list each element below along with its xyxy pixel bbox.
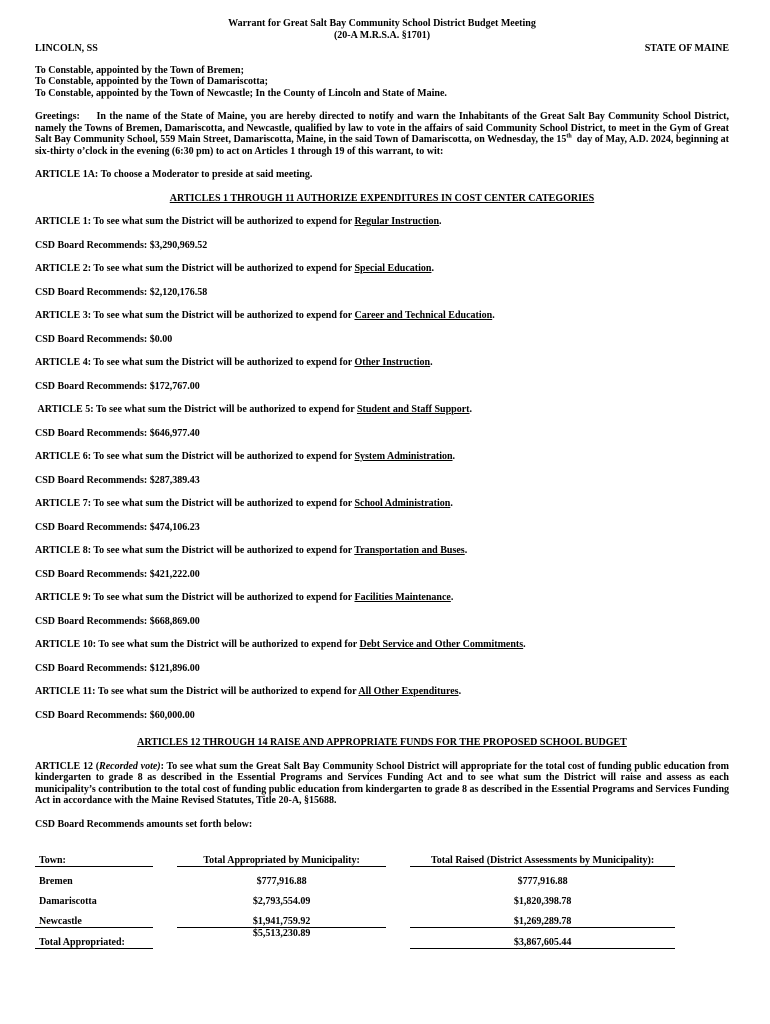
cost-center-category: All Other Expenditures	[358, 686, 459, 697]
cost-center-category: Regular Instruction	[354, 216, 440, 227]
articles-list	[35, 216, 729, 721]
cost-center-category: School Administration	[354, 498, 451, 509]
article-12	[35, 761, 729, 807]
article-text: ARTICLE 4: To see what sum the District will be authorized to expend for	[35, 357, 355, 368]
amounts-intro: CSD Board Recommends amounts set forth below:	[35, 818, 253, 830]
town-name: Damariscotta	[39, 895, 97, 907]
table-row	[35, 907, 675, 928]
ordinal-suffix: th	[566, 133, 572, 140]
article-text: ARTICLE 1: To see what sum the District will be authorized to expend for	[35, 216, 355, 227]
article-text: ARTICLE 11: To see what sum the District will be authorized to expend for	[35, 686, 359, 697]
article-1: ARTICLE 1: To see what sum the District will be authorized to expend for Regular Instruction.	[35, 216, 442, 227]
raised-value: $1,820,398.78	[513, 895, 572, 907]
article-1a: ARTICLE 1A: To choose a Moderator to preside at said meeting.	[35, 169, 313, 180]
article-text: ARTICLE 2: To see what sum the District will be authorized to expend for	[35, 263, 355, 274]
article-text: ARTICLE 5: To see what sum the District will be authorized to expend for	[35, 404, 357, 415]
board-recommendation: CSD Board Recommends: $474,106.23	[35, 521, 200, 533]
cost-center-category: System Administration	[354, 451, 453, 462]
article-text: ARTICLE 8: To see what sum the District will be authorized to expend for	[35, 545, 355, 556]
board-recommendation: CSD Board Recommends: $121,896.00	[35, 662, 200, 674]
article-text: ARTICLE 10: To see what sum the District will be authorized to expend for	[35, 639, 360, 650]
article-12-lead: ARTICLE 12 (	[35, 760, 100, 772]
cost-center-category: Student and Staff Support	[356, 404, 470, 415]
jurisdiction-row	[35, 43, 729, 55]
article-3: ARTICLE 3: To see what sum the District will be authorized to expend for Career and Technical Education.	[35, 310, 495, 321]
constable-line: To Constable, appointed by the Town of Damariscotta;	[35, 76, 268, 87]
board-recommendation: CSD Board Recommends: $60,000.00	[35, 709, 195, 721]
article-12-body: : To see what sum the Great Salt Bay Community School District will appropriate for the total cost of funding public education from kindergarten to grade 8 as described in the Essential Programs and Services Funding Act and to see what sum the District will raise and assess as each municipality’s contribution to the total cost of funding public education from kindergarten to grade 8 as described in the Essential Programs and Services Funding Act in accordance with the Maine Revised Statutes, Title 20-A, §15688.	[35, 760, 730, 806]
state-label: STATE OF MAINE	[644, 43, 729, 54]
cost-center-category: Career and Technical Education	[354, 310, 493, 321]
total-label: Total Appropriated:	[35, 928, 153, 949]
board-recommendation: CSD Board Recommends: $2,120,176.58	[35, 286, 208, 298]
constable-line: To Constable, appointed by the Town of Bremen;	[35, 64, 244, 76]
header-raised: Total Raised (District Assessments by Municipality):	[410, 844, 675, 867]
appropriated-value: $2,793,554.09	[252, 895, 311, 907]
table-row	[35, 867, 675, 888]
cost-center-category: Debt Service and Other Commitments	[359, 639, 524, 650]
table-total-row	[35, 928, 675, 949]
board-recommendation: CSD Board Recommends: $287,389.43	[35, 474, 200, 486]
constable-list	[35, 65, 729, 100]
article-8: ARTICLE 8: To see what sum the District will be authorized to expend for Transportation and Buses.	[35, 545, 468, 556]
cost-center-category: Other Instruction	[354, 357, 431, 368]
article-6: ARTICLE 6: To see what sum the District will be authorized to expend for System Administration.	[35, 451, 456, 462]
header-town: Town:	[35, 844, 153, 867]
greetings-text: Greetings: In the name of the State of Maine, you are hereby directed to notify and warn the Inhabitants of the Great Salt Bay Community School District, namely the Towns of Bremen, Damariscotta, and Newcastle, qualified by law to vote in the affairs of said Community School District, to meet in the Gym of Great Salt Bay Community School, 559 Main Street, Damariscotta, Maine, in the said Town of Damariscotta, on Wednesday, the 15	[35, 111, 732, 145]
article-text: ARTICLE 3: To see what sum the District will be authorized to expend for	[35, 310, 355, 321]
table-row	[35, 887, 675, 907]
article-4: ARTICLE 4: To see what sum the District will be authorized to expend for Other Instruction.	[35, 357, 433, 368]
header-appropriated: Total Appropriated by Municipality:	[177, 844, 386, 867]
board-recommendation: CSD Board Recommends: $0.00	[35, 333, 173, 345]
raised-value: $1,269,289.78	[410, 907, 675, 928]
article-7: ARTICLE 7: To see what sum the District will be authorized to expend for School Administration.	[35, 498, 453, 509]
town-name: Bremen	[39, 875, 73, 887]
warrant-document	[35, 18, 732, 949]
article-text: ARTICLE 7: To see what sum the District will be authorized to expend for	[35, 498, 355, 509]
greetings-paragraph	[35, 111, 732, 157]
total-raised: $3,867,605.44	[410, 928, 675, 949]
article-12-recorded-vote: Recorded vote)	[99, 760, 161, 772]
board-recommendation: CSD Board Recommends: $3,290,969.52	[35, 239, 208, 251]
board-recommendation: CSD Board Recommends: $668,869.00	[35, 615, 200, 627]
document-subtitle: (20-A M.R.S.A. §1701)	[333, 29, 431, 41]
table-header-row	[35, 844, 675, 867]
cost-center-category: Special Education	[354, 263, 432, 274]
article-10: ARTICLE 10: To see what sum the District will be authorized to expend for Debt Service and Other Commitments.	[35, 639, 526, 650]
greetings-text-end: day of May, A.D. 2024, beginning at six-thirty o’clock in the evening (6:30 pm) to act on Articles 1 through 19 of this warrant, to wit:	[35, 134, 732, 157]
raised-value: $777,916.88	[517, 875, 568, 887]
section-heading-appropriations: ARTICLES 12 THROUGH 14 RAISE AND APPROPRIATE FUNDS FOR THE PROPOSED SCHOOL BUDGET	[137, 737, 627, 748]
appropriation-table	[35, 844, 675, 949]
board-recommendation: CSD Board Recommends: $421,222.00	[35, 568, 200, 580]
county-label: LINCOLN, SS	[35, 43, 98, 54]
total-appropriated: $5,513,230.89	[252, 928, 311, 939]
appropriated-value: $777,916.88	[256, 875, 307, 887]
article-11: ARTICLE 11: To see what sum the District will be authorized to expend for All Other Expenditures.	[35, 686, 462, 697]
article-text: ARTICLE 6: To see what sum the District will be authorized to expend for	[35, 451, 355, 462]
board-recommendation: CSD Board Recommends: $646,977.40	[35, 427, 200, 439]
cost-center-category: Transportation and Buses	[354, 545, 465, 556]
section-heading-expenditures: ARTICLES 1 THROUGH 11 AUTHORIZE EXPENDITURES IN COST CENTER CATEGORIES	[169, 192, 595, 204]
town-name: Newcastle	[35, 907, 153, 928]
appropriated-value: $1,941,759.92	[177, 907, 386, 928]
board-recommendation: CSD Board Recommends: $172,767.00	[35, 380, 200, 392]
article-text: ARTICLE 9: To see what sum the District will be authorized to expend for	[35, 592, 355, 603]
constable-line: To Constable, appointed by the Town of Newcastle; In the County of Lincoln and State of Maine.	[35, 87, 447, 99]
article-9: ARTICLE 9: To see what sum the District will be authorized to expend for Facilities Maintenance.	[35, 592, 454, 603]
cost-center-category: Facilities Maintenance	[354, 592, 451, 603]
article-2: ARTICLE 2: To see what sum the District will be authorized to expend for Special Education.	[35, 263, 434, 274]
document-title: Warrant for Great Salt Bay Community School District Budget Meeting	[228, 18, 536, 29]
article-5: ARTICLE 5: To see what sum the District will be authorized to expend for Student and Staff Support.	[35, 404, 473, 415]
